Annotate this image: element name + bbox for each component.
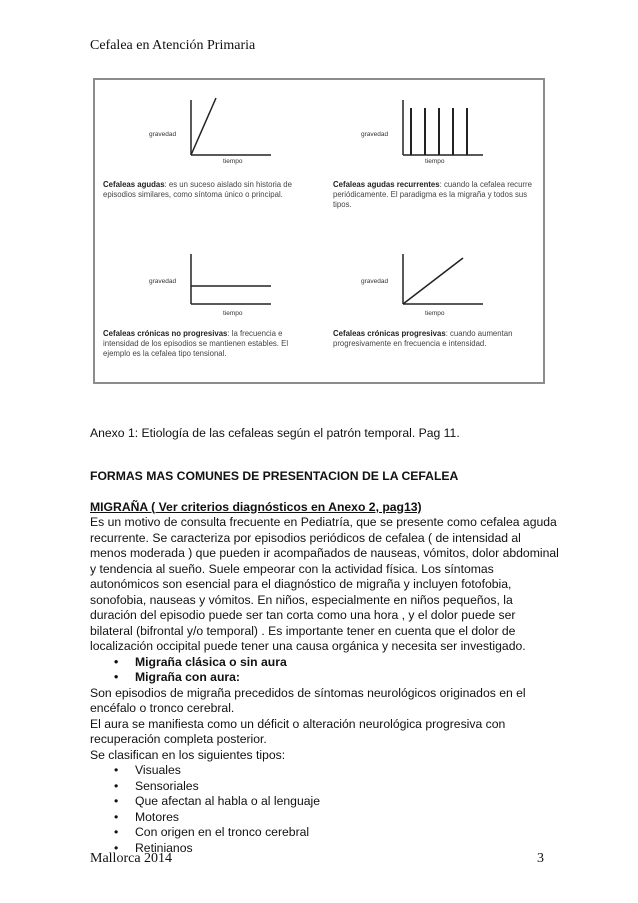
panel-description: Cefaleas crónicas progresivas: cuando aumentan progresivamente en frecuencia e intensidad. bbox=[333, 329, 513, 348]
x-axis-label: tiempo bbox=[425, 310, 445, 317]
panel-recurrentes bbox=[333, 88, 533, 238]
y-axis-label: gravedad bbox=[361, 278, 389, 285]
panel-description: Cefaleas agudas recurrentes: cuando la cefalea recurre periódicamente. El paradigma es la migraña y todos sus tipos. bbox=[333, 180, 532, 209]
list-item: • Visuales bbox=[90, 763, 560, 779]
panel-agudas bbox=[103, 88, 303, 238]
list-item: • Sensoriales bbox=[90, 779, 560, 795]
subsection-title: MIGRAÑA ( Ver criterios diagnósticos en Anexo 2, pag13) bbox=[90, 499, 422, 514]
migraine-types-list bbox=[90, 655, 560, 686]
paragraph-aura-description: El aura se manifiesta como un déficit o alteración neurológica progresiva con recuperación completa posterior. bbox=[90, 716, 506, 746]
y-axis-label: gravedad bbox=[149, 131, 177, 138]
list-item: • Migraña clásica o sin aura bbox=[90, 655, 560, 671]
acute-line bbox=[191, 98, 216, 155]
list-item: • Con origen en el tronco cerebral bbox=[90, 825, 560, 841]
panel-description: Cefaleas agudas: es un suceso aislado sin historia de episodios similares, como síntoma único o principal. bbox=[103, 180, 292, 199]
aura-types-list bbox=[90, 763, 560, 856]
section-title: FORMAS MAS COMUNES DE PRESENTACION DE LA CEFALEA bbox=[90, 469, 459, 483]
page-header: Cefalea en Atención Primaria bbox=[90, 38, 256, 53]
footer-location-year: Mallorca 2014 bbox=[90, 851, 173, 866]
graph-cronicas-no-progresivas bbox=[103, 242, 303, 322]
y-axis-label: gravedad bbox=[361, 131, 389, 138]
panel-cronicas-no-progresivas bbox=[103, 242, 303, 392]
x-axis-label: tiempo bbox=[223, 158, 243, 165]
x-axis-label: tiempo bbox=[223, 310, 243, 317]
main-content bbox=[90, 469, 560, 856]
paragraph-intro: Es un motivo de consulta frecuente en Pediatría, que se presente como cefalea aguda recurrente. Se caracteriza por episodios periódicos de cefalea ( de intensidad al menos moderada ) que pueden ir acompañados de nauseas, vómitos, dolor abdominal y tendencia al sueño. Suele empeorar con la actividad física. Los síntomas autonómicos son esencial para el diagnóstico de migraña y incluyen fotofobia, sonofobia, nauseas y vómitos. En niños, especialmente en niños pequeños, la duración del episodio puede ser tan corta como una hora , y el dolor puede ser bilateral (bifrontal y/o temporal) . Es importante tener en cuenta que el dolor de localización occipital puede tener una causa orgánica y necesita ser investigado. bbox=[90, 515, 559, 653]
temporal-pattern-figure bbox=[93, 78, 545, 384]
list-item: • Retinianos bbox=[90, 841, 560, 857]
progressive-line bbox=[403, 258, 463, 304]
list-item: • Migraña con aura: bbox=[90, 670, 560, 686]
y-axis-label: gravedad bbox=[149, 278, 177, 285]
graph-recurrentes bbox=[333, 88, 543, 168]
list-item: • Que afectan al habla o al lenguaje bbox=[90, 794, 560, 810]
figure-caption: Anexo 1: Etiología de las cefaleas según el patrón temporal. Pag 11. bbox=[90, 426, 460, 440]
panel-cronicas-progresivas bbox=[333, 242, 533, 392]
paragraph-aura-definition: Son episodios de migraña precedidos de síntomas neurológicos originados en el encéfalo o tronco cerebral. bbox=[90, 685, 526, 715]
list-item: • Motores bbox=[90, 810, 560, 826]
paragraph-classification: Se clasifican en los siguientes tipos: bbox=[90, 747, 286, 762]
graph-agudas bbox=[103, 88, 303, 168]
x-axis-label: tiempo bbox=[425, 158, 445, 165]
page-number: 3 bbox=[537, 851, 544, 866]
panel-description: Cefaleas crónicas no progresivas: la frecuencia e intensidad de los episodios se mantienen estables. El ejemplo es la cefalea tipo tensional. bbox=[103, 329, 289, 358]
